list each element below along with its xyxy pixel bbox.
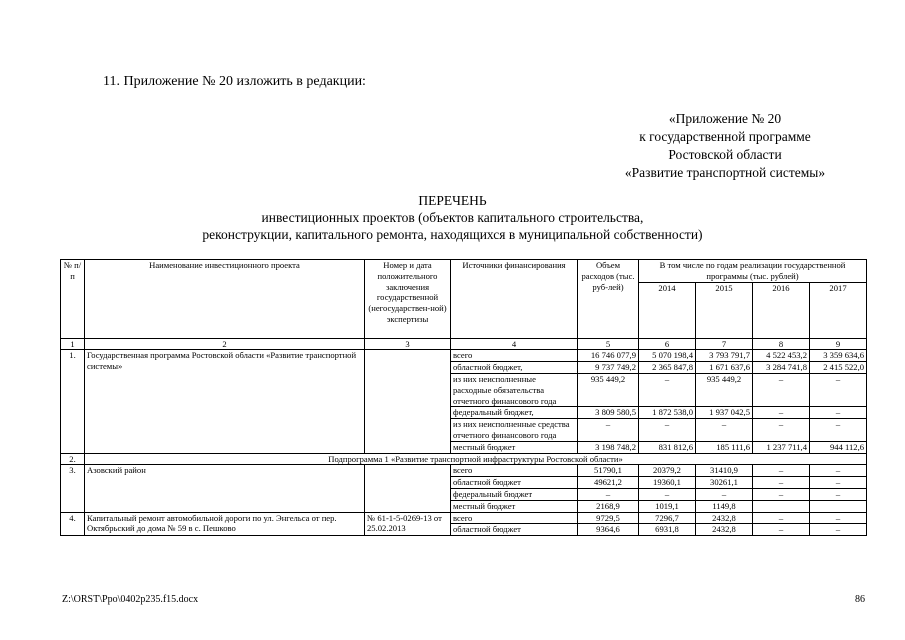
column-number: 3 xyxy=(365,338,451,350)
funding-source: местный бюджет xyxy=(451,500,578,512)
value-2016: – xyxy=(753,512,810,524)
footer-page-number: 86 xyxy=(855,594,865,605)
header-volume: Объем расходов (тыс. руб-лей) xyxy=(578,260,639,339)
value-2017: 2 415 522,0 xyxy=(810,362,867,374)
intro-text: 11. Приложение № 20 изложить в редакции: xyxy=(103,74,366,89)
value-2014: 19360,1 xyxy=(639,477,696,489)
value-total: 9729,5 xyxy=(578,512,639,524)
value-2016: 3 284 741,8 xyxy=(753,362,810,374)
appendix-line: Ростовской области xyxy=(668,147,782,162)
column-number: 6 xyxy=(639,338,696,350)
column-number: 4 xyxy=(451,338,578,350)
value-2016: – xyxy=(753,465,810,477)
project-name: Капитальный ремонт автомобильной дороги по ул. Энгельса от пер. Октябрьский до дома № 59 в с. Пешково xyxy=(85,512,365,536)
expertise-cell xyxy=(365,465,451,512)
header-year: 2014 xyxy=(639,282,696,338)
table-row xyxy=(61,350,867,362)
value-2017: – xyxy=(810,407,867,419)
value-2014: 7296,7 xyxy=(639,512,696,524)
value-total: 49621,2 xyxy=(578,477,639,489)
header-num: № п/п xyxy=(61,260,85,339)
heading-title: ПЕРЕЧЕНЬ xyxy=(418,193,487,208)
value-2016 xyxy=(753,500,810,512)
heading-line: реконструкции, капитального ремонта, находящихся в муниципальной собственности) xyxy=(202,227,703,242)
value-2015: – xyxy=(696,419,753,442)
value-2017 xyxy=(810,500,867,512)
project-name: Азовский район xyxy=(85,465,365,512)
header-year: 2017 xyxy=(810,282,867,338)
subprogram-title: Подпрограмма 1 «Развитие транспортной инфраструктуры Ростовской области» xyxy=(85,453,867,465)
value-total: 935 449,2 xyxy=(578,373,639,406)
header-year: 2015 xyxy=(696,282,753,338)
value-total: 9 737 749,2 xyxy=(578,362,639,374)
table-row xyxy=(61,512,867,524)
value-2014: 1019,1 xyxy=(639,500,696,512)
value-2015: 1 671 637,6 xyxy=(696,362,753,374)
column-number: 5 xyxy=(578,338,639,350)
column-number: 8 xyxy=(753,338,810,350)
footer-file-path: Z:\ORST\Ppo\0402p235.f15.docx xyxy=(62,594,199,605)
value-2015: 3 793 791,7 xyxy=(696,350,753,362)
value-2017: – xyxy=(810,524,867,536)
column-numbers-row xyxy=(61,338,867,350)
table-row xyxy=(61,453,867,465)
value-2014: 2 365 847,8 xyxy=(639,362,696,374)
funding-source: местный бюджет xyxy=(451,441,578,453)
projects-table xyxy=(60,259,867,536)
header-source: Источники финансирования xyxy=(451,260,578,339)
header-years-group: В том числе по годам реализации государственной программы (тыс. рублей) xyxy=(639,260,867,283)
header-row xyxy=(61,260,867,283)
value-2017: – xyxy=(810,419,867,442)
value-2015: 30261,1 xyxy=(696,477,753,489)
value-2014: – xyxy=(639,488,696,500)
document-heading xyxy=(100,192,805,243)
column-number: 7 xyxy=(696,338,753,350)
funding-source: всего xyxy=(451,350,578,362)
value-total: 9364,6 xyxy=(578,524,639,536)
value-2015: – xyxy=(696,488,753,500)
value-2014: 1 872 538,0 xyxy=(639,407,696,419)
appendix-header xyxy=(585,110,865,182)
funding-source: из них неисполненные расходные обязательства отчетного финансового года xyxy=(451,373,578,406)
appendix-line: «Развитие транспортной системы» xyxy=(624,165,826,180)
heading-line: инвестиционных проектов (объектов капитального строительства, xyxy=(261,210,644,225)
value-2015: 935 449,2 xyxy=(696,373,753,406)
appendix-line: к государственной программе xyxy=(639,129,811,144)
value-2015: 1 937 042,5 xyxy=(696,407,753,419)
value-2017: – xyxy=(810,373,867,406)
value-2014: 831 812,6 xyxy=(639,441,696,453)
value-2016: – xyxy=(753,477,810,489)
row-number: 3. xyxy=(61,465,85,512)
value-2017: – xyxy=(810,512,867,524)
value-2016: – xyxy=(753,407,810,419)
funding-source: из них неисполненные средства отчетного финансового года xyxy=(451,419,578,442)
funding-source: областной бюджет, xyxy=(451,362,578,374)
value-2014: 6931,8 xyxy=(639,524,696,536)
value-2016: – xyxy=(753,488,810,500)
value-2015: 185 111,6 xyxy=(696,441,753,453)
value-2017: 3 359 634,6 xyxy=(810,350,867,362)
header-year: 2016 xyxy=(753,282,810,338)
appendix-line: «Приложение № 20 xyxy=(668,111,782,126)
column-number: 1 xyxy=(61,338,85,350)
table-row xyxy=(61,465,867,477)
value-2014: 20379,2 xyxy=(639,465,696,477)
funding-source: областной бюджет xyxy=(451,477,578,489)
funding-source: всего xyxy=(451,465,578,477)
value-2014: 5 070 198,4 xyxy=(639,350,696,362)
value-2015: 2432,8 xyxy=(696,512,753,524)
value-2015: 31410,9 xyxy=(696,465,753,477)
row-number: 2. xyxy=(61,453,85,465)
row-number: 1. xyxy=(61,350,85,453)
value-2017: – xyxy=(810,488,867,500)
value-2016: – xyxy=(753,419,810,442)
funding-source: федеральный бюджет, xyxy=(451,407,578,419)
value-total: – xyxy=(578,488,639,500)
expertise-cell xyxy=(365,350,451,453)
value-total: 3 198 748,2 xyxy=(578,441,639,453)
header-expertise: Номер и дата положительного заключения государственной (негосударствен-ной) экспертизы xyxy=(365,260,451,339)
header-name: Наименование инвестиционного проекта xyxy=(85,260,365,339)
value-2014: – xyxy=(639,419,696,442)
expertise-cell: № 61-1-5-0269-13 от 25.02.2013 xyxy=(365,512,451,536)
value-2016: – xyxy=(753,373,810,406)
value-total: 16 746 077,9 xyxy=(578,350,639,362)
value-2015: 1149,8 xyxy=(696,500,753,512)
value-2017: 944 112,6 xyxy=(810,441,867,453)
value-2014: – xyxy=(639,373,696,406)
project-name: Государственная программа Ростовской области «Развитие транспортной системы» xyxy=(85,350,365,453)
funding-source: федеральный бюджет xyxy=(451,488,578,500)
column-number: 2 xyxy=(85,338,365,350)
value-total: – xyxy=(578,419,639,442)
value-total: 51790,1 xyxy=(578,465,639,477)
column-number: 9 xyxy=(810,338,867,350)
value-total: 2168,9 xyxy=(578,500,639,512)
value-2017: – xyxy=(810,465,867,477)
value-2015: 2432,8 xyxy=(696,524,753,536)
value-2016: 4 522 453,2 xyxy=(753,350,810,362)
row-number: 4. xyxy=(61,512,85,536)
funding-source: областной бюджет xyxy=(451,524,578,536)
value-2016: 1 237 711,4 xyxy=(753,441,810,453)
value-total: 3 809 580,5 xyxy=(578,407,639,419)
value-2017: – xyxy=(810,477,867,489)
funding-source: всего xyxy=(451,512,578,524)
value-2016: – xyxy=(753,524,810,536)
